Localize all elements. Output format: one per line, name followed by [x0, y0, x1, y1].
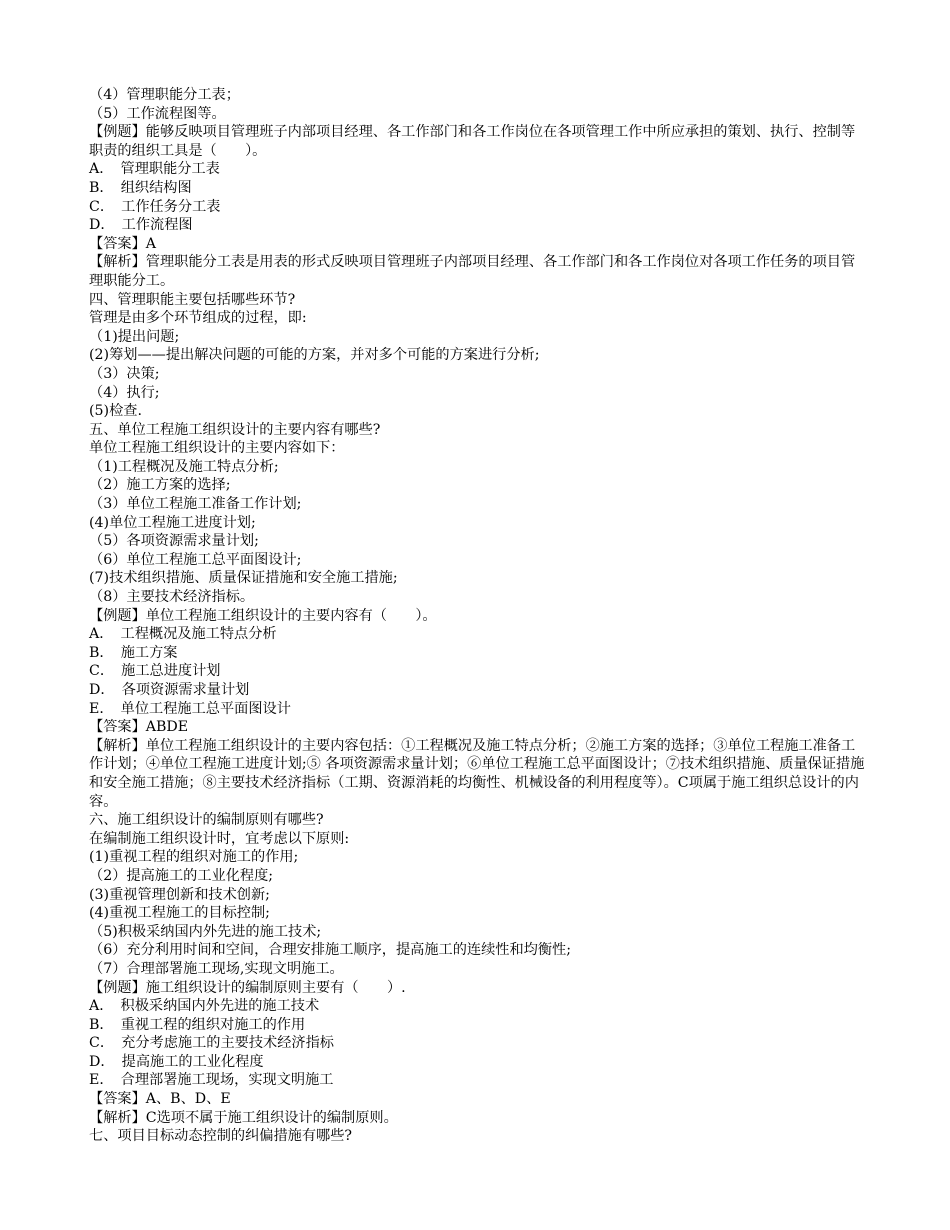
list-item: （3）决策; [89, 365, 160, 382]
analysis: 【解析】C选项不属于施工组织设计的编制原则。 [89, 1109, 398, 1126]
list-item: (4)单位工程施工进度计划; [89, 514, 256, 531]
answer: 【答案】A、B、D、E [89, 1091, 231, 1108]
list-item: （6）单位工程施工总平面图设计; [89, 551, 302, 568]
list-item: （1)提出问题; [89, 328, 180, 345]
list-item: （5）各项资源需求量计划; [89, 533, 259, 550]
example-question: 【例题】能够反映项目管理班子内部项目经理、各工作部门和各工作岗位在各项管理工作中所应承担的策划、执行、控制等职责的组织工具是（ ）。 [89, 124, 856, 159]
option-a: A． 管理职能分工表 [89, 161, 220, 178]
section-heading: 四、管理职能主要包括哪些环节? [89, 291, 296, 308]
option-b: B． 施工方案 [89, 644, 178, 661]
analysis: 【解析】管理职能分工表是用表的形式反映项目管理班子内部项目经理、各工作部门和各工作岗位对各项工作任务的项目管理职能分工。 [89, 254, 856, 289]
section-heading: 七、项目目标动态控制的纠偏措施有哪些? [89, 1128, 352, 1145]
option-a: A． 工程概况及施工特点分析 [89, 626, 277, 643]
list-item: （3）单位工程施工准备工作计划; [89, 496, 302, 513]
document-page [89, 86, 869, 1146]
option-c: C． 工作任务分工表 [89, 198, 221, 215]
text-line: 单位工程施工组织设计的主要内容如下： [89, 440, 345, 457]
text-line: （5）工作流程图等。 [89, 105, 226, 122]
answer: 【答案】A [89, 235, 156, 252]
text-line: （4）管理职能分工表； [89, 87, 240, 103]
option-d: D． 各项资源需求量计划 [89, 682, 250, 698]
option-d: D． 提高施工的工业化程度 [89, 1053, 264, 1070]
option-e: E． 单位工程施工总平面图设计 [89, 700, 291, 717]
option-b: B． 重视工程的组织对施工的作用 [89, 1016, 306, 1033]
text-line: 在编制施工组织设计时，宜考虑以下原则: [89, 830, 350, 847]
answer: 【答案】ABDE [89, 719, 189, 736]
list-item: （2）施工方案的选择; [89, 477, 231, 494]
option-a: A． 积极采纳国内外先进的施工技术 [89, 998, 320, 1015]
option-d: D． 工作流程图 [89, 217, 193, 234]
list-item: （1)工程概况及施工特点分析; [89, 458, 279, 475]
list-item: （6）充分利用时间和空间，合理安排施工顺序，提高施工的连续性和均衡性; [89, 942, 571, 959]
option-c: C． 施工总进度计划 [89, 663, 221, 680]
text-line: 管理是由多个环节组成的过程，即: [89, 310, 307, 327]
example-question: 【例题】单位工程施工组织设计的主要内容有（ ）。 [89, 607, 437, 624]
list-item: （5)积极采纳国内外先进的施工技术; [89, 923, 322, 940]
list-item: （7）合理部署施工现场,实现文明施工。 [89, 960, 344, 977]
list-item: (5)检查. [89, 403, 142, 420]
analysis: 【解析】单位工程施工组织设计的主要内容包括：①工程概况及施工特点分析；②施工方案的选择；③单位工程施工准备工作计划；④单位工程施工进度计划;⑤ 各项资源需求量计划；⑥单位工程施工总平面图设计；⑦技术组织措施、质量保证措施和安全施工措施；⑧主要技术经济指标（工期、资源消耗的均衡性、机械设备的利用程度等）。C项属于施工组织总设计的内容。 [89, 737, 865, 810]
list-item: (1)重视工程的组织对施工的作用; [89, 849, 299, 866]
list-item: (7)技术组织措施、质量保证措施和安全施工措施; [89, 570, 398, 587]
list-item: （4）执行; [89, 384, 160, 401]
section-heading: 五、单位工程施工组织设计的主要内容有哪些? [89, 421, 381, 438]
list-item: （8）主要技术经济指标。 [89, 589, 255, 606]
list-item: (3)重视管理创新和技术创新; [89, 886, 270, 903]
example-question: 【例题】施工组织设计的编制原则主要有（ ）. [89, 979, 406, 996]
option-e: E． 合理部署施工现场，实现文明施工 [89, 1072, 334, 1089]
list-item: (4)重视工程施工的目标控制; [89, 905, 270, 922]
list-item: （2）提高施工的工业化程度; [89, 867, 274, 884]
option-c: C． 充分考虑施工的主要技术经济指标 [89, 1035, 334, 1052]
section-heading: 六、施工组织设计的编制原则有哪些? [89, 812, 324, 829]
list-item: (2)筹划——提出解决问题的可能的方案，并对多个可能的方案进行分析; [89, 347, 540, 364]
option-b: B． 组织结构图 [89, 179, 192, 196]
